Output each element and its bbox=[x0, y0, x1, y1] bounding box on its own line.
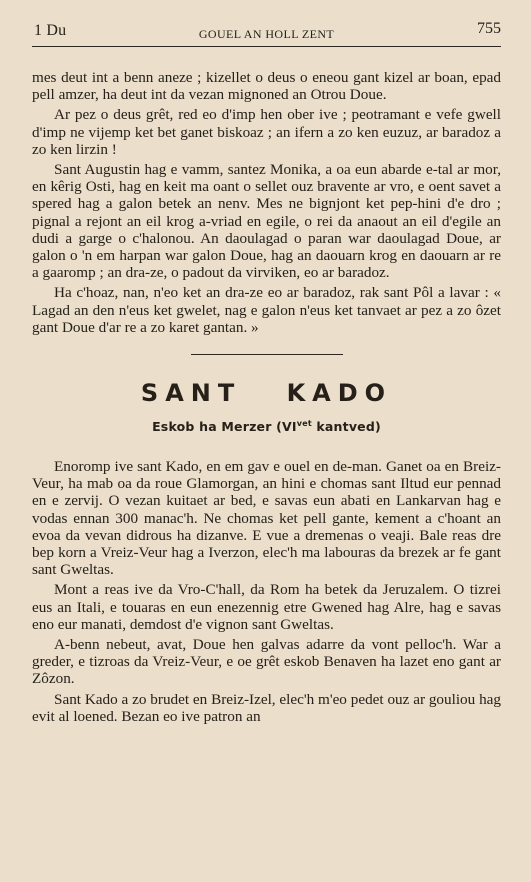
saint-title: SANT KADO bbox=[140, 379, 393, 408]
paragraph: A-benn nebeut, avat, Doue hen galvas adarre da vont pelloc'h. War a greder, e tizroas da Vreiz-Veur, e oe grêt eskob Benaven ha lazet eno gant ar Zôzon. bbox=[32, 636, 501, 688]
running-title: GOUEL AN HOLL ZENT bbox=[198, 27, 335, 41]
paragraph: Mont a reas ive da Vro-C'hall, da Rom ha betek da Jeruzalem. O tizrei eus an Itali, e touaras en eun enezennig etre Gwened hag Alre, hag e savas eno eur manati, demdost d'e vignon sant Gweltas. bbox=[32, 581, 501, 633]
subtitle-text-end: kantved) bbox=[311, 419, 381, 435]
saint-text bbox=[32, 458, 501, 725]
paragraph: Ar pez o deus grêt, red eo d'imp hen ober ive ; peotramant e vefe gwell d'imp ne vijemp ket bet ganet biskoaz ; an ifern a zo ken euzuz, ar baradoz a zo ken lirzin ! bbox=[32, 106, 501, 158]
subtitle-superscript: vet bbox=[296, 418, 312, 428]
section-separator bbox=[191, 354, 343, 355]
paragraph: Sant Augustin hag e vamm, santez Monika, a oa eun abarde e-tal ar mor, en kêrig Osti, hag en keit ma oant o sellet ouz bravente ar vro, e oent savet a spered hag a galon betek an nenv. Mes ne bignjont ket pep-hini d'e dro ; pignal a rejont an eil krog a-vriad en egile, o rei da anaout an eil d'egile an dudi a garge o c'halonou. An daoulagad o paran war daoulagad Doue, ar galon o 'n em harpan war galon Doue, hag an daouarn krog en daouarn ar re a gaaromp ; an dra-ze, o padout da virviken, eo ar baradoz. bbox=[32, 161, 501, 282]
paragraph: Ha c'hoaz, nan, n'eo ket an dra-ze eo ar baradoz, rak sant Pôl a lavar : « Lagad an den n'eus ket gwelet, nag e galon n'eus ket tanvaet ar pez a zo ôzet gant Doue d'ar re a zo karet gantan. » bbox=[32, 284, 501, 336]
subtitle-text: Eskob ha Merzer (VI bbox=[152, 419, 297, 435]
paragraph: Sant Kado a zo brudet en Breiz-Izel, elec'h m'eo pedet ouz ar gouliou hag evit al loened. Bezan eo ive patron an bbox=[32, 690, 501, 725]
page-number: 755 bbox=[477, 20, 501, 37]
saint-subtitle bbox=[32, 419, 501, 434]
paragraph: mes deut int a benn aneze ; kizellet o deus o eneou gant kizel ar boan, epad pell amzer, ha deut int da vezan mignoned an Otrou Doue. bbox=[32, 69, 501, 104]
printer-signature: 1 Du bbox=[34, 22, 67, 39]
continuation-text bbox=[32, 69, 501, 336]
paragraph: Enoromp ive sant Kado, en em gav e ouel en de-man. Ganet oa en Breiz-Veur, ha mab oa da roue Glamorgan, an hini e chomas sant Iltud eur pennad en e zervij. O vezan kuitaet ar bed, e savas eun abati en Lankarvan hag e vodas ennan 300 manac'h. Ne chomas ket pell gante, kement a c'hoant an evoa da vevan didrous ha dizanve. E vue a dremenas o veaji. Bale reas dre bep korn a Vreiz-Veur hag a Iverzon, elec'h ma labouras da brezek ar fe gant sant Gweltas. bbox=[32, 458, 501, 579]
page-header bbox=[32, 0, 501, 48]
header-rule bbox=[32, 46, 501, 47]
